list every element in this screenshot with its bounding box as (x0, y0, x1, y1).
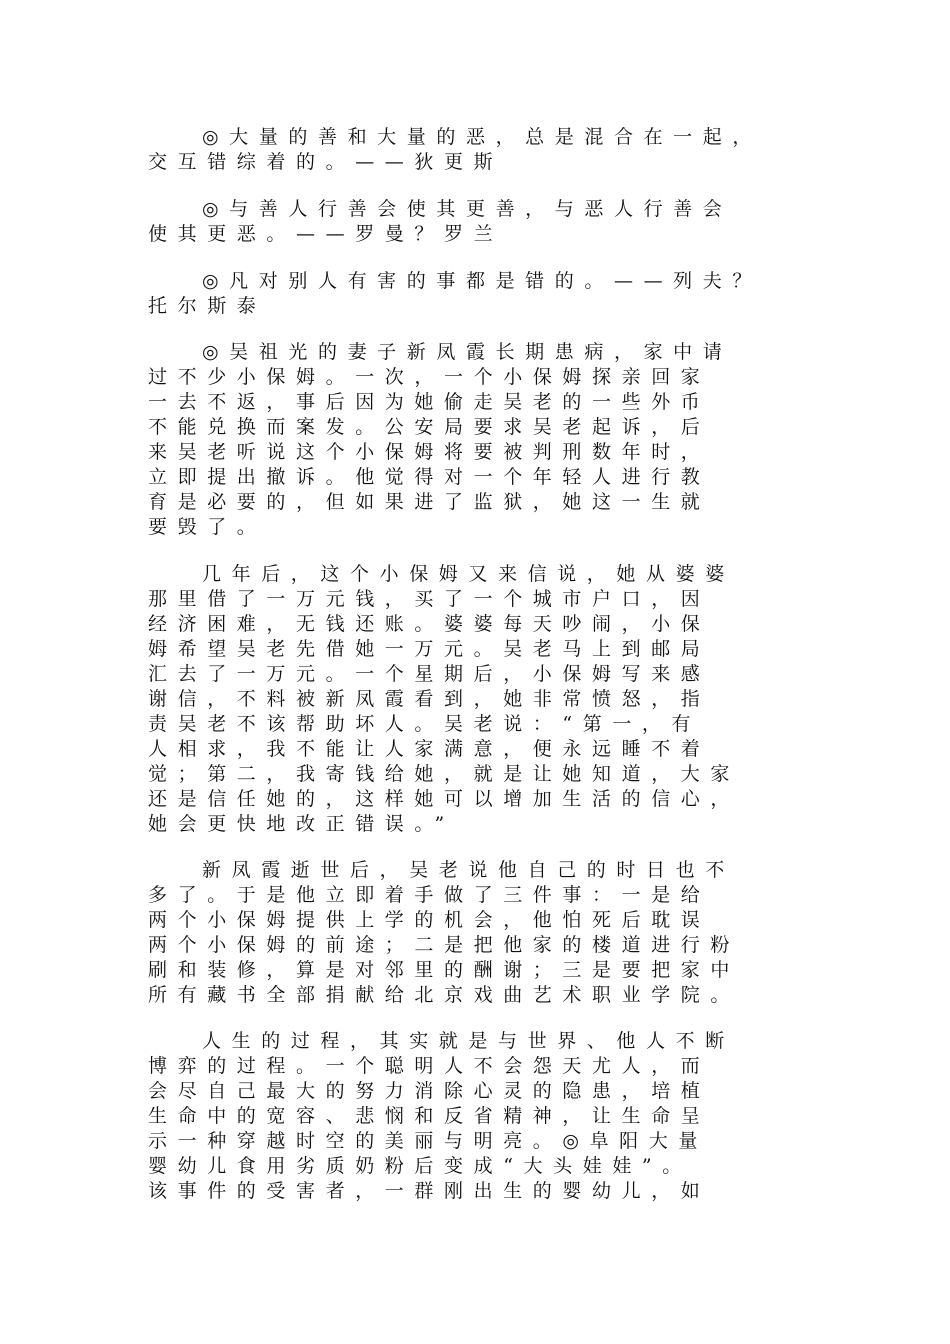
text-line: 不能兑换而案发。公安局要求吴老起诉，后 (148, 416, 711, 438)
text-line: 生命中的宽容、悲悯和反省精神，让生命呈 (148, 1105, 711, 1127)
text-line: 人生的过程，其实就是与世界、他人不断 (202, 1030, 735, 1052)
text-line: 还是信任她的，这样她可以增加生活的信心， (148, 788, 741, 810)
text-line: 博弈的过程。一个聪明人不会怨天尤人，而 (148, 1055, 711, 1077)
text-line: 婴幼儿食用劣质奶粉后变成“大头娃娃”。 (148, 1155, 692, 1177)
text-line: 多了。于是他立即着手做了三件事：一是给 (148, 884, 711, 906)
text-line: 责吴老不该帮助坏人。吴老说：“第一，有 (148, 713, 702, 735)
text-line: 来吴老听说这个小保姆将要被判刑数年时， (148, 441, 711, 463)
paragraph-quote-rolland (148, 197, 828, 247)
paragraph-wu-zuguang-story (148, 340, 828, 540)
text-line: 汇去了一万元。一个星期后，小保姆写来感 (148, 663, 711, 685)
text-line: 刷和装修，算是对邻里的酬谢；三是要把家中 (148, 959, 741, 981)
text-line: 几年后，这个小保姆又来信说，她从婆婆 (202, 563, 735, 585)
text-line: 托尔斯泰 (148, 295, 267, 317)
text-line: 所有藏书全部捐献给北京戏曲艺术职业学院。 (148, 984, 741, 1006)
text-line: 两个小保姆的前途；二是把他家的楼道进行粉 (148, 934, 741, 956)
text-line: ◎吴祖光的妻子新凤霞长期患病，家中请 (202, 341, 733, 363)
text-line: 经济困难，无钱还账。婆婆每天吵闹，小保 (148, 613, 711, 635)
text-line: 会尽自己最大的努力消除心灵的隐患，培植 (148, 1080, 711, 1102)
text-line: 育是必要的，但如果进了监狱，她这一生就 (148, 491, 711, 513)
text-line: 该事件的受害者，一群刚出生的婴幼儿，如 (148, 1180, 711, 1202)
paragraph-quote-tolstoy (148, 269, 828, 319)
text-line: 那里借了一万元钱，买了一个城市户口，因 (148, 588, 711, 610)
text-line: 谢信，不料被新凤霞看到，她非常愤怒，指 (148, 688, 711, 710)
text-line: ◎凡对别人有害的事都是错的。——列夫？ (202, 270, 762, 292)
text-line: 觉；第二，我寄钱给她，就是让她知道，大家 (148, 763, 741, 785)
paragraph-life-process (148, 1029, 828, 1204)
text-line: 新凤霞逝世后，吴老说他自己的时日也不 (202, 859, 735, 881)
paragraph-after-death (148, 858, 828, 1008)
text-line: 交互错综着的。——狄更斯 (148, 151, 504, 173)
text-line: 示一种穿越时空的美丽与明亮。◎阜阳大量 (148, 1130, 708, 1152)
text-line: 过不少小保姆。一次，一个小保姆探亲回家 (148, 366, 711, 388)
text-line: 一去不返，事后因为她偷走吴老的一些外币 (148, 391, 711, 413)
text-line: 人相求，我不能让人家满意，便永远睡不着 (148, 738, 711, 760)
text-line: 她会更快地改正错误。” (148, 813, 455, 835)
text-line: ◎大量的善和大量的恶，总是混合在一起， (202, 126, 762, 148)
paragraph-years-later (148, 562, 828, 837)
text-line: 要毁了。 (148, 516, 267, 538)
text-line: 立即提出撤诉。他觉得对一个年轻人进行教 (148, 466, 711, 488)
text-line: 两个小保姆提供上学的机会，他怕死后耽误 (148, 909, 711, 931)
text-line: 姆希望吴老先借她一万元。吴老马上到邮局 (148, 638, 711, 660)
paragraph-quote-dickens (148, 125, 828, 175)
text-line: 使其更恶。——罗曼？罗兰 (148, 223, 504, 245)
text-line: ◎与善人行善会使其更善，与恶人行善会 (202, 198, 733, 220)
